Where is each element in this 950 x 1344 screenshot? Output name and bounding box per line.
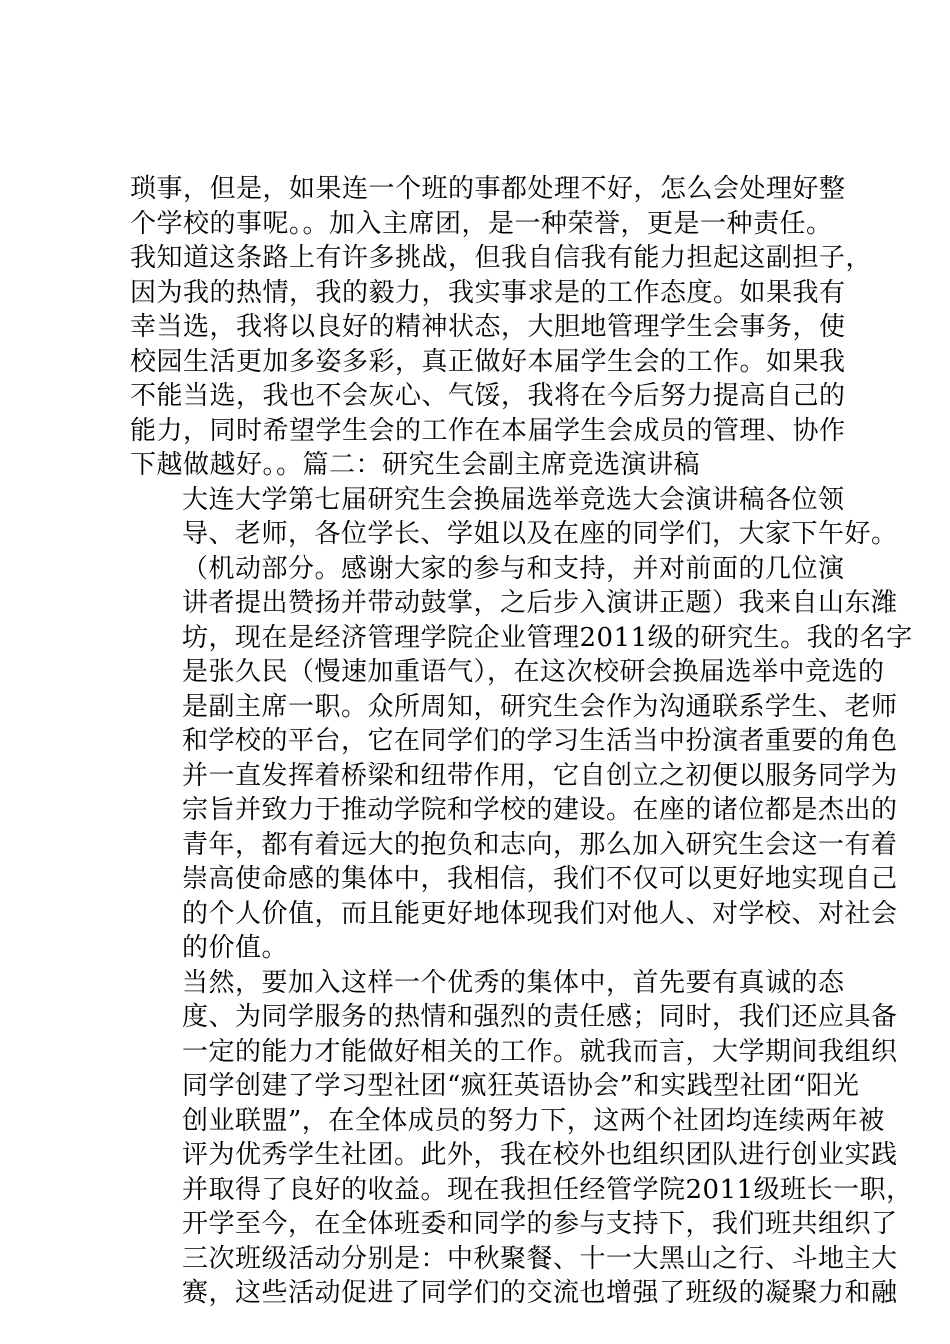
text-line: 同学创建了学习型社团“疯狂英语协会”和实践型社团“阳光 <box>182 1071 860 1101</box>
text-line: 幸当选，我将以良好的精神状态，大胆地管理学生会事务，使 <box>130 312 846 342</box>
text-line: 是副主席一职。众所周知，研究生会作为沟通联系学生、老师 <box>182 691 898 722</box>
text-line: 校园生活更加多姿多彩，真正做好本届学生会的工作。如果我 <box>130 346 846 377</box>
text-line: 评为优秀学生社团。此外，我在校外也组织团队进行创业实践 <box>182 1140 898 1170</box>
text-line: 的价值。 <box>182 933 289 963</box>
paragraph <box>130 483 898 552</box>
text-line: 三次班级活动分别是：中秋聚餐、十一大黑山之行、斗地主大 <box>182 1243 898 1274</box>
text-line: 大连大学第七届研究生会换届选举竞选大会演讲稿各位领 <box>182 484 845 515</box>
text-line: 我知道这条路上有许多挑战，但我自信我有能力担起这副担子， <box>130 243 873 273</box>
text-line: （机动部分。感谢大家的参与和支持，并对前面的几位演 <box>182 553 845 584</box>
text-line: 开学至今，在全体班委和同学的参与支持下，我们班共组织了 <box>182 1209 898 1239</box>
text-line: 下越做越好。。篇二：研究生会副主席竞选演讲稿 <box>130 450 701 480</box>
document-body <box>130 172 913 1311</box>
text-line: 崇高使命感的集体中，我相信，我们不仅可以更好地实现自己 <box>182 864 898 894</box>
text-line: 赛，这些活动促进了同学们的交流也增强了班级的凝聚力和融 <box>182 1278 898 1308</box>
text-line: 并一直发挥着桥梁和纽带作用，它自创立之初便以服务同学为 <box>182 760 898 791</box>
text-line: 一定的能力才能做好相关的工作。就我而言，大学期间我组织 <box>182 1036 898 1067</box>
text-line: 能力，同时希望学生会的工作在本届学生会成员的管理、协作 <box>130 415 846 446</box>
paragraph <box>130 552 913 966</box>
paragraph <box>130 966 913 1311</box>
paragraph <box>130 172 873 483</box>
text-line: 宗旨并致力于推动学院和学校的建设。在座的诸位都是杰出的 <box>182 795 898 825</box>
text-line: 并取得了良好的收益。现在我担任经管学院2011级班长一职， <box>182 1174 913 1205</box>
text-line: 当然，要加入这样一个优秀的集体中，首先要有真诚的态 <box>182 967 845 998</box>
text-line: 讲者提出赞扬并带动鼓掌，之后步入演讲正题）我来自山东潍 <box>182 588 898 618</box>
text-line: 的个人价值，而且能更好地体现我们对他人、对学校、对社会 <box>182 898 898 929</box>
text-line: 琐事，但是，如果连一个班的事都处理不好，怎么会处理好整 <box>130 174 846 204</box>
text-line: 因为我的热情，我的毅力，我实事求是的工作态度。如果我有 <box>130 277 846 308</box>
text-line: 和学校的平台，它在同学们的学习生活当中扮演者重要的角色 <box>182 726 898 756</box>
text-line: 青年，都有着远大的抱负和志向，那么加入研究生会这一有着 <box>182 829 898 860</box>
text-line: 度、为同学服务的热情和强烈的责任感；同时，我们还应具备 <box>182 1002 898 1032</box>
text-line: 导、老师，各位学长、学姐以及在座的同学们，大家下午好。 <box>182 519 898 549</box>
text-line: 不能当选，我也不会灰心、气馁，我将在今后努力提高自己的 <box>130 381 846 411</box>
text-line: 坊，现在是经济管理学院企业管理2011级的研究生。我的名字 <box>182 622 913 653</box>
text-line: 是张久民（慢速加重语气），在这次校研会换届选举中竞选的 <box>182 657 885 687</box>
text-line: 创业联盟”，在全体成员的努力下，这两个社团均连续两年被 <box>182 1105 885 1136</box>
text-line: 个学校的事呢。。加入主席团，是一种荣誉，更是一种责任。 <box>130 208 833 239</box>
